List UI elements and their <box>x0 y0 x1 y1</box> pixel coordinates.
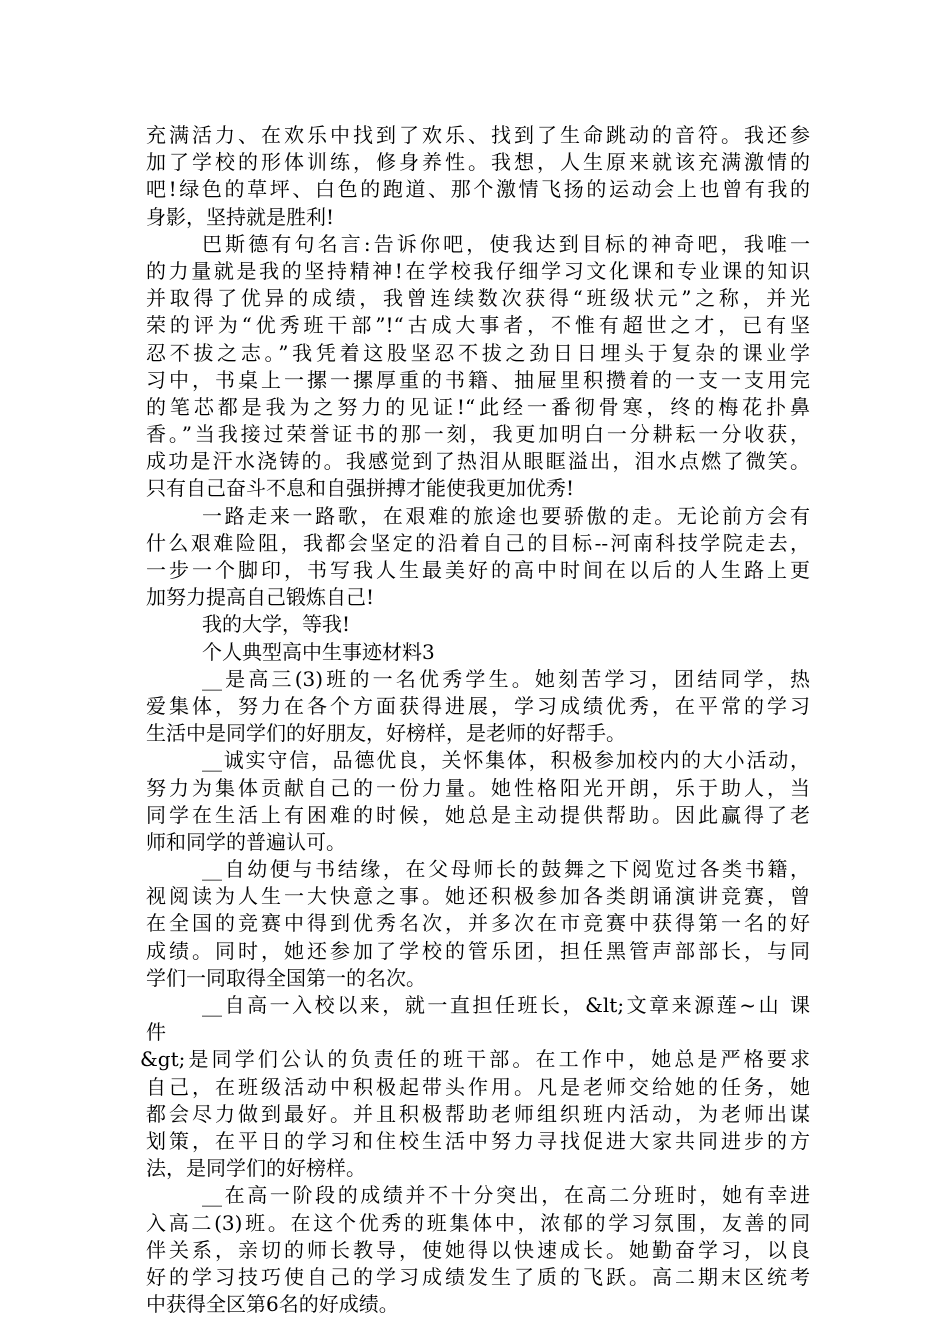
text-line: 在全国的竞赛中得到优秀名次，并多次在市竞赛中获得第一名的好 <box>146 911 810 936</box>
text-line: 视阅读为人生一大快意之事。她还积极参加各类朗诵演讲竞赛，曾 <box>146 884 810 909</box>
paragraph <box>146 611 810 638</box>
text-line: 荣的评为“优秀班干部”!“古成大事者，不惟有超世之才，已有坚 <box>146 313 810 338</box>
text-line: 生活中是同学们的好朋友，好榜样，是老师的好帮手。 <box>146 721 626 746</box>
text-line: &gt;是同学们公认的负责任的班干部。在工作中，她总是严格要求 <box>140 1047 810 1072</box>
text-line: 一步一个脚印，书写我人生最美好的高中时间在以后的人生路上更 <box>146 558 810 582</box>
text-line: __自高一入校以来，就一直担任班长，&lt;文章来源莲~山 课 <box>202 993 810 1017</box>
text-line: __诚实守信，品德优良，关怀集体，积极参加校内的大小活动， <box>202 748 810 773</box>
text-line: __是高三(3)班的一名优秀学生。她刻苦学习，团结同学，热 <box>202 666 810 691</box>
text-line: 的笔芯都是我为之努力的见证!“此经一番彻骨寒，终的梅花扑鼻 <box>146 394 810 419</box>
text-line: 同学在生活上有困难的时候，她总是主动提供帮助。因此赢得了老 <box>146 802 810 827</box>
text-line: 学们一同取得全国第一的名次。 <box>146 965 426 990</box>
text-line: 努力为集体贡献自己的一份力量。她性格阳光开朗，乐于助人，当 <box>146 775 810 800</box>
paragraph <box>146 503 810 612</box>
text-line: 加努力提高自己锻炼自己! <box>146 585 375 610</box>
paragraph <box>146 856 810 992</box>
text-line: 法，是同学们的好榜样。 <box>146 1156 366 1181</box>
text-line: 成功是汗水浇铸的。我感觉到了热泪从眼眶溢出，泪水点燃了微笑。 <box>146 449 810 474</box>
paragraph <box>146 747 810 856</box>
text-line: 习中，书桌上一摞一摞厚重的书籍、抽屉里积攒着的一支一支用完 <box>146 367 810 392</box>
paragraph <box>146 122 810 231</box>
document-body <box>140 122 810 1318</box>
text-line: 只有自己奋斗不息和自强拼搏才能使我更加优秀! <box>146 476 575 501</box>
text-line: 我的大学，等我! <box>202 612 351 637</box>
text-line: 充满活力、在欢乐中找到了欢乐、找到了生命跳动的音符。我还参 <box>146 123 810 147</box>
text-line: 成绩。同时，她还参加了学校的管乐团，担任黑管声部部长，与同 <box>146 938 810 963</box>
section-heading <box>146 639 810 666</box>
text-line: __在高一阶段的成绩并不十分突出，在高二分班时，她有幸进 <box>202 1183 810 1208</box>
paragraph <box>146 666 810 748</box>
text-line: __自幼便与书结缘，在父母师长的鼓舞之下阅览过各类书籍， <box>202 857 810 882</box>
paragraph <box>146 1182 810 1318</box>
text-line: 吧!绿色的草坪、白色的跑道、那个激情飞扬的运动会上也曾有我的 <box>146 177 810 202</box>
text-line: 香。”当我接过荣誉证书的那一刻，我更加明白一分耕耘一分收获， <box>146 422 810 447</box>
text-line: 师和同学的普遍认可。 <box>146 829 346 854</box>
text-line: 伴关系，亲切的师长教导，使她得以快速成长。她勤奋学习，以良 <box>146 1237 810 1262</box>
text-line: 一路走来一路歌，在艰难的旅途也要骄傲的走。无论前方会有 <box>202 503 810 528</box>
text-line: 都会尽力做到最好。并且积极帮助老师组织班内活动，为老师出谋 <box>146 1101 810 1126</box>
text-line: 的力量就是我的坚持精神!在学校我仔细学习文化课和专业课的知识 <box>146 258 810 283</box>
text-line: 好的学习技巧使自己的学习成绩发生了质的飞跃。高二期末区统考 <box>146 1264 810 1289</box>
text-line: 忍不拔之志。”我凭着这股坚忍不拔之劲日日埋头于复杂的课业学 <box>146 340 810 365</box>
text-line: 什么艰难险阻，我都会坚定的沿着自己的目标--河南科技学院走去， <box>146 530 810 555</box>
text-line: 巴斯德有句名言:告诉你吧，使我达到目标的神奇吧，我唯一 <box>202 231 810 256</box>
paragraph <box>146 992 810 1046</box>
text-line: 爱集体，努力在各个方面获得进展，学习成绩优秀，在平常的学习 <box>146 693 810 718</box>
text-line: 划策，在平日的学习和住校生活中努力寻找促进大家共同进步的方 <box>146 1128 810 1153</box>
paragraph <box>146 231 810 503</box>
text-line: 自己，在班级活动中积极起带头作用。凡是老师交给她的任务，她 <box>146 1074 810 1099</box>
text-line: 入高二(3)班。在这个优秀的班集体中，浓郁的学习氛围，友善的同 <box>146 1210 810 1235</box>
text-line: 身影，坚持就是胜利! <box>146 204 335 229</box>
text-line: 件 <box>146 1020 166 1045</box>
paragraph <box>140 1046 810 1182</box>
text-line: 个人典型高中生事迹材料3 <box>202 639 435 664</box>
text-line: 中获得全区第6名的好成绩。 <box>146 1292 399 1317</box>
text-line: 并取得了优异的成绩，我曾连续数次获得“班级状元”之称，并光 <box>146 286 810 311</box>
text-line: 加了学校的形体训练，修身养性。我想，人生原来就该充满激情的 <box>146 150 810 175</box>
